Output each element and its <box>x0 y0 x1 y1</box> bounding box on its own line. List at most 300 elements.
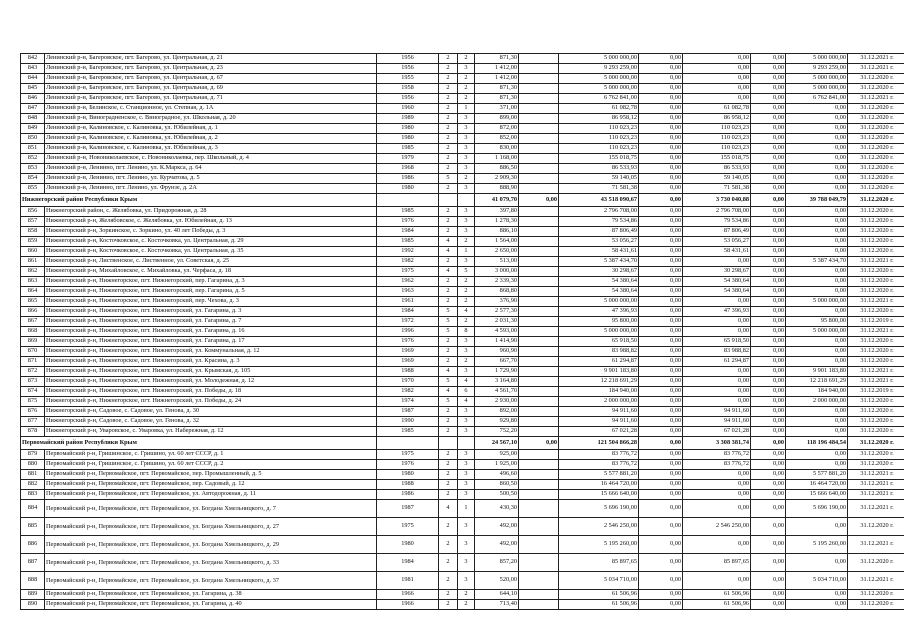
fund-value: 0,00 <box>751 397 786 407</box>
entrances-count: 3 <box>458 367 475 377</box>
fund-value: 0,00 <box>786 104 848 114</box>
fund-value: 65 918,50 <box>683 337 751 347</box>
fund-value: 0,00 <box>751 554 786 572</box>
fund-value: 0,00 <box>751 104 786 114</box>
build-year: 1956 <box>377 94 439 104</box>
build-year: 1974 <box>377 397 439 407</box>
table-row <box>21 114 904 124</box>
floors-count: 2 <box>439 184 458 194</box>
build-year: 1980 <box>377 134 439 144</box>
fund-value: 0,00 <box>683 480 751 490</box>
floors-count: 2 <box>439 257 458 267</box>
building-address: Нижнегорский р-н, Нижнегорское, пгт. Нижнегорский, ул. Гагарина, д. 7 <box>45 317 377 327</box>
floors-count: 2 <box>439 470 458 480</box>
table-row <box>21 287 904 297</box>
building-area: 871,30 <box>475 54 519 64</box>
empty-cell <box>519 104 559 114</box>
fund-value: 0,00 <box>751 257 786 267</box>
deadline-date: 31.12.2020 г. <box>848 357 904 367</box>
table-row <box>21 54 904 64</box>
fund-value: 95 800,00 <box>786 317 848 327</box>
total-cost: 5 000 000,00 <box>559 84 639 94</box>
floors-count: 4 <box>439 500 458 518</box>
table-row <box>21 347 904 357</box>
building-address: Ленинский р-н, Ленинно, пгт. Ленино, ул. К.Маркса, д. 64 <box>45 164 377 174</box>
deadline-date: 31.12.2020 г. <box>848 74 904 84</box>
row-number: 879 <box>21 450 45 460</box>
fund-value: 0,00 <box>786 450 848 460</box>
fund-value: 0,00 <box>639 277 683 287</box>
building-address: Первомайский р-н, Гришинское, с. Гришино, ул. 60 лет СССР, д. 2 <box>45 460 377 470</box>
building-area: 713,40 <box>475 600 519 610</box>
fund-value: 0,00 <box>639 217 683 227</box>
empty-cell <box>519 500 559 518</box>
fund-value: 61 506,96 <box>683 600 751 610</box>
building-area: 2 577,30 <box>475 307 519 317</box>
fund-value: 0,00 <box>751 536 786 554</box>
entrances-count: 3 <box>458 144 475 154</box>
floors-count: 2 <box>439 154 458 164</box>
total-cost: 95 800,00 <box>559 317 639 327</box>
entrances-count: 4 <box>458 307 475 317</box>
fund-value: 0,00 <box>751 357 786 367</box>
empty-cell <box>519 450 559 460</box>
row-number: 870 <box>21 347 45 357</box>
floors-count: 2 <box>439 590 458 600</box>
fund-value: 0,00 <box>786 277 848 287</box>
row-number: 882 <box>21 480 45 490</box>
fund-value: 0,00 <box>683 387 751 397</box>
floors-count: 2 <box>439 427 458 437</box>
building-area: 868,80 <box>475 287 519 297</box>
fund-value: 0,00 <box>751 367 786 377</box>
floors-count: 2 <box>439 572 458 590</box>
row-number: 884 <box>21 500 45 518</box>
fund-value: 0,00 <box>639 134 683 144</box>
fund-value: 0,00 <box>639 184 683 194</box>
total-cost: 5 195 260,00 <box>559 536 639 554</box>
deadline-date: 31.12.2020 г. <box>848 590 904 600</box>
building-area: 371,00 <box>475 104 519 114</box>
building-area: 376,90 <box>475 297 519 307</box>
entrances-count: 3 <box>458 134 475 144</box>
building-area: 1 168,00 <box>475 154 519 164</box>
deadline-date: 31.12.2021 г. <box>848 572 904 590</box>
empty-cell <box>519 64 559 74</box>
fund-subtotal: 0,00 <box>751 194 786 207</box>
building-area: 496,60 <box>475 470 519 480</box>
build-year: 1989 <box>377 114 439 124</box>
deadline-date: 31.12.2021 г. <box>848 327 904 337</box>
total-cost: 86 533,93 <box>559 164 639 174</box>
build-year: 1976 <box>377 217 439 227</box>
floors-count: 2 <box>439 54 458 64</box>
empty-cell <box>519 207 559 217</box>
row-number: 843 <box>21 64 45 74</box>
build-year: 1980 <box>377 124 439 134</box>
fund-value: 5 000 000,00 <box>786 297 848 307</box>
row-number: 855 <box>21 184 45 194</box>
deadline-date: 31.12.2019 г. <box>848 387 904 397</box>
total-cost: 53 056,27 <box>559 237 639 247</box>
fund-value: 86 533,93 <box>683 164 751 174</box>
entrances-count: 3 <box>458 184 475 194</box>
fund-value: 0,00 <box>751 84 786 94</box>
fund-value: 0,00 <box>639 174 683 184</box>
table-row <box>21 217 904 227</box>
table-row <box>21 367 904 377</box>
fund-value: 0,00 <box>751 500 786 518</box>
fund-value: 0,00 <box>751 277 786 287</box>
table-row <box>21 297 904 307</box>
deadline-date: 31.12.2021 г. <box>848 500 904 518</box>
fund-value: 61 294,87 <box>683 357 751 367</box>
row-number: 847 <box>21 104 45 114</box>
table-row <box>21 247 904 257</box>
building-address: Нижнегорский р-н, Косточковское, с. Косточковка, ул. Центральная, д. 35 <box>45 247 377 257</box>
fund-value: 0,00 <box>786 307 848 317</box>
row-number: 887 <box>21 554 45 572</box>
table-row <box>21 480 904 490</box>
entrances-count: 2 <box>458 84 475 94</box>
fund-value: 0,00 <box>639 54 683 64</box>
fund-subtotal: 0,00 <box>639 437 683 450</box>
fund-value: 59 140,05 <box>683 174 751 184</box>
build-year: 1980 <box>377 184 439 194</box>
fund-value: 0,00 <box>639 470 683 480</box>
build-year: 1969 <box>377 347 439 357</box>
table-row <box>21 397 904 407</box>
fund-value: 0,00 <box>751 144 786 154</box>
floors-count: 2 <box>439 518 458 536</box>
build-year: 1982 <box>377 257 439 267</box>
entrances-count: 3 <box>458 64 475 74</box>
fund-value: 0,00 <box>751 460 786 470</box>
building-address: Первомайский р-н, Первомайское, пгт. Первомайское, ул. Богдана Хмельницкого, д. 37 <box>45 572 377 590</box>
empty-cell <box>519 184 559 194</box>
total-cost: 85 897,65 <box>559 554 639 572</box>
building-address: Первомайский р-н, Первомайское, пгт. Первомайское, ул. Богдана Хмельницкого, д. 27 <box>45 518 377 536</box>
fund-subtotal: 0,00 <box>639 194 683 207</box>
deadline-date: 31.12.2020 г. <box>848 600 904 610</box>
build-year: 1972 <box>377 317 439 327</box>
entrances-count: 3 <box>458 554 475 572</box>
fund-value: 0,00 <box>751 600 786 610</box>
fund-value: 0,00 <box>639 377 683 387</box>
total-cost: 86 958,12 <box>559 114 639 124</box>
fund-value: 86 958,12 <box>683 114 751 124</box>
fund-value: 0,00 <box>639 237 683 247</box>
deadline-date: 31.12.2020 г. <box>848 164 904 174</box>
empty-cell <box>519 237 559 247</box>
row-number: 885 <box>21 518 45 536</box>
building-area: 1 278,30 <box>475 217 519 227</box>
fund-value: 0,00 <box>639 297 683 307</box>
floors-count: 5 <box>439 397 458 407</box>
build-year: 1968 <box>377 164 439 174</box>
entrances-count: 3 <box>458 337 475 347</box>
fund-value: 0,00 <box>639 267 683 277</box>
total-cost: 71 581,38 <box>559 184 639 194</box>
fund-value: 0,00 <box>639 287 683 297</box>
fund-value: 0,00 <box>639 347 683 357</box>
fund-value: 0,00 <box>639 490 683 500</box>
building-address: Нижнегорский р-н, Нижнегорское, пгт. Нижнегорский, ул. Гагарина, д. 17 <box>45 337 377 347</box>
deadline-date: 31.12.2020 г. <box>848 84 904 94</box>
entrances-count: 3 <box>458 227 475 237</box>
building-area: 886,50 <box>475 164 519 174</box>
column-subtotal: 0,00 <box>519 437 559 450</box>
fund-value: 53 056,27 <box>683 237 751 247</box>
build-year: 1956 <box>377 54 439 64</box>
row-number: 881 <box>21 470 45 480</box>
fund-value: 0,00 <box>786 590 848 600</box>
building-area: 830,00 <box>475 144 519 154</box>
empty-cell <box>519 267 559 277</box>
total-cost: 65 918,50 <box>559 337 639 347</box>
empty-cell <box>519 287 559 297</box>
entrances-count: 3 <box>458 518 475 536</box>
entrances-count: 3 <box>458 450 475 460</box>
fund-value: 0,00 <box>786 247 848 257</box>
fund-value: 184 940,00 <box>786 387 848 397</box>
fund-value: 5 000 000,00 <box>786 84 848 94</box>
building-area: 960,90 <box>475 347 519 357</box>
fund-value: 47 396,93 <box>683 307 751 317</box>
deadline-date: 31.12.2021 г. <box>848 94 904 104</box>
table-row <box>21 174 904 184</box>
building-area: 925,00 <box>475 450 519 460</box>
fund-value: 0,00 <box>751 207 786 217</box>
building-area: 667,70 <box>475 357 519 367</box>
deadline-date: 31.12.2020 г. <box>848 347 904 357</box>
row-number: 844 <box>21 74 45 84</box>
build-year: 1975 <box>377 450 439 460</box>
table-row <box>21 164 904 174</box>
floors-count: 2 <box>439 207 458 217</box>
total-cost: 61 294,87 <box>559 357 639 367</box>
empty-cell <box>519 297 559 307</box>
total-cost: 12 218 691,29 <box>559 377 639 387</box>
fund-value: 15 666 640,00 <box>786 490 848 500</box>
build-year: 1956 <box>377 64 439 74</box>
fund-value: 0,00 <box>639 154 683 164</box>
fund-value: 0,00 <box>751 287 786 297</box>
fund-value: 94 911,60 <box>683 417 751 427</box>
deadline-date: 31.12.2020 г. <box>848 227 904 237</box>
building-area: 1 564,00 <box>475 237 519 247</box>
building-address: Нижнегорский р-н, Нижнегорское, пгт. Нижнегорский, ул. Победы, д. 18 <box>45 387 377 397</box>
empty-cell <box>519 257 559 267</box>
building-address: Нижнегорский р-н, Нижнегорское, пгт. Нижнегорский, ул. Крымская, д. 105 <box>45 367 377 377</box>
building-address: Ленинский р-н, Ленинно, пгт. Ленино, ул. Фрунзе, д. 2А <box>45 184 377 194</box>
empty-cell <box>519 347 559 357</box>
district-title: Первомайский район Республики Крым <box>21 437 377 450</box>
total-cost: 9 901 183,80 <box>559 367 639 377</box>
total-cost: 79 534,86 <box>559 217 639 227</box>
table-row <box>21 207 904 217</box>
build-year: 1966 <box>377 600 439 610</box>
empty-cell <box>519 480 559 490</box>
entrances-count: 3 <box>458 490 475 500</box>
fund-value: 0,00 <box>786 287 848 297</box>
entrances-count: 3 <box>458 164 475 174</box>
fund-value: 0,00 <box>639 450 683 460</box>
building-area: 1 729,90 <box>475 367 519 377</box>
empty-cell <box>519 277 559 287</box>
table-row <box>21 460 904 470</box>
building-address: Ленинский р-н, Калиновское, с. Калиновка, ул. Юбилейная, д. 3 <box>45 144 377 154</box>
building-area: 500,50 <box>475 490 519 500</box>
total-cost: 30 298,67 <box>559 267 639 277</box>
fund-subtotal: 3 730 040,88 <box>683 194 751 207</box>
row-number: 883 <box>21 490 45 500</box>
build-year: 1984 <box>377 227 439 237</box>
total-cost: 5 000 000,00 <box>559 54 639 64</box>
fund-value: 61 506,96 <box>683 590 751 600</box>
entrances-count: 3 <box>458 427 475 437</box>
fund-value: 0,00 <box>683 54 751 64</box>
fund-subtotal: 3 308 381,74 <box>683 437 751 450</box>
building-area: 892,00 <box>475 407 519 417</box>
fund-value: 0,00 <box>683 490 751 500</box>
building-area: 1 414,90 <box>475 337 519 347</box>
building-address: Нижнегорский р-н, Нижнегорское, пгт. Нижнегорский, ул. Гагарина, д. 3 <box>45 307 377 317</box>
cost-subtotal: 43 518 090,67 <box>559 194 639 207</box>
building-area: 1 412,00 <box>475 64 519 74</box>
fund-value: 0,00 <box>751 387 786 397</box>
floors-count: 2 <box>439 450 458 460</box>
fund-value: 0,00 <box>639 64 683 74</box>
build-year: 1981 <box>377 572 439 590</box>
empty-cell <box>519 407 559 417</box>
empty-cell <box>519 518 559 536</box>
building-area: 4 561,70 <box>475 387 519 397</box>
district-subtotal-row <box>21 437 904 450</box>
build-year: 1992 <box>377 247 439 257</box>
total-cost: 83 988,82 <box>559 347 639 357</box>
empty-cell <box>519 134 559 144</box>
deadline-date: 31.12.2020 г. <box>848 174 904 184</box>
empty-cell <box>519 124 559 134</box>
empty-cell <box>519 227 559 237</box>
floors-count: 4 <box>439 237 458 247</box>
total-cost: 110 023,23 <box>559 124 639 134</box>
build-year: 1988 <box>377 480 439 490</box>
empty-cell <box>519 74 559 84</box>
empty-cell <box>519 84 559 94</box>
building-area: 852,00 <box>475 134 519 144</box>
deadline-date: 31.12.2020 г. <box>848 307 904 317</box>
floors-count: 2 <box>439 104 458 114</box>
building-area: 1 412,00 <box>475 74 519 84</box>
entrances-count: 2 <box>458 174 475 184</box>
entrances-count: 2 <box>458 277 475 287</box>
fund-value: 0,00 <box>639 227 683 237</box>
fund-value: 155 018,75 <box>683 154 751 164</box>
empty-cell <box>519 154 559 164</box>
row-number: 842 <box>21 54 45 64</box>
fund-value: 0,00 <box>751 134 786 144</box>
fund-value: 0,00 <box>786 427 848 437</box>
fund-value: 30 298,67 <box>683 267 751 277</box>
fund-value: 0,00 <box>786 460 848 470</box>
fund-value: 16 464 720,00 <box>786 480 848 490</box>
fund-value: 0,00 <box>683 257 751 267</box>
fund-value: 0,00 <box>751 237 786 247</box>
fund-value: 0,00 <box>639 387 683 397</box>
empty-cell <box>519 554 559 572</box>
fund-value: 5 000 000,00 <box>786 74 848 84</box>
row-number: 863 <box>21 277 45 287</box>
column-subtotal: 0,00 <box>519 194 559 207</box>
row-number: 858 <box>21 227 45 237</box>
build-year: 1984 <box>377 307 439 317</box>
building-address: Первомайский р-н, Первомайское, пгт. Первомайское, ул. Гагарина, д. 40 <box>45 600 377 610</box>
entrances-count: 3 <box>458 407 475 417</box>
floors-count: 2 <box>439 134 458 144</box>
row-number: 878 <box>21 427 45 437</box>
building-area: 929,80 <box>475 417 519 427</box>
floors-count: 2 <box>439 480 458 490</box>
total-cost: 5 000 000,00 <box>559 297 639 307</box>
build-year: 1985 <box>377 207 439 217</box>
fund-value: 0,00 <box>751 490 786 500</box>
row-number: 850 <box>21 134 45 144</box>
fund-value: 2 546 250,00 <box>683 518 751 536</box>
deadline-date: 31.12.2020 г. <box>848 217 904 227</box>
row-number: 859 <box>21 237 45 247</box>
floors-count: 2 <box>439 600 458 610</box>
fund-value: 5 696 190,00 <box>786 500 848 518</box>
fund-value: 0,00 <box>751 114 786 124</box>
fund-value: 54 380,64 <box>683 287 751 297</box>
deadline-date: 31.12.2020 г. <box>848 460 904 470</box>
table-row <box>21 600 904 610</box>
floors-count: 2 <box>439 287 458 297</box>
total-cost: 83 776,72 <box>559 460 639 470</box>
entrances-count: 8 <box>458 327 475 337</box>
fund-value: 85 897,65 <box>683 554 751 572</box>
building-area: 2 909,30 <box>475 174 519 184</box>
row-number: 854 <box>21 174 45 184</box>
entrances-count: 3 <box>458 480 475 490</box>
entrances-count: 4 <box>458 377 475 387</box>
table-row <box>21 74 904 84</box>
building-area: 2 930,00 <box>475 397 519 407</box>
floors-count: 2 <box>439 490 458 500</box>
total-cost: 5 000 000,00 <box>559 74 639 84</box>
fund-value: 5 387 434,70 <box>786 257 848 267</box>
table-row <box>21 377 904 387</box>
fund-value: 0,00 <box>639 536 683 554</box>
fund-value: 79 534,86 <box>683 217 751 227</box>
fund-value: 0,00 <box>786 347 848 357</box>
building-address: Ленинский р-н, Багеровское, пгт. Багерово, ул. Центральная, д. 67 <box>45 74 377 84</box>
table-row <box>21 257 904 267</box>
floors-count: 4 <box>439 367 458 377</box>
district-subtotal-row <box>21 194 904 207</box>
fund-value: 5 000 000,00 <box>786 327 848 337</box>
fund-value: 5 034 710,00 <box>786 572 848 590</box>
fund-value: 0,00 <box>639 94 683 104</box>
entrances-count: 3 <box>458 347 475 357</box>
table-row <box>21 417 904 427</box>
row-number: 880 <box>21 460 45 470</box>
building-area: 513,00 <box>475 257 519 267</box>
row-number: 862 <box>21 267 45 277</box>
fund-value: 0,00 <box>639 407 683 417</box>
